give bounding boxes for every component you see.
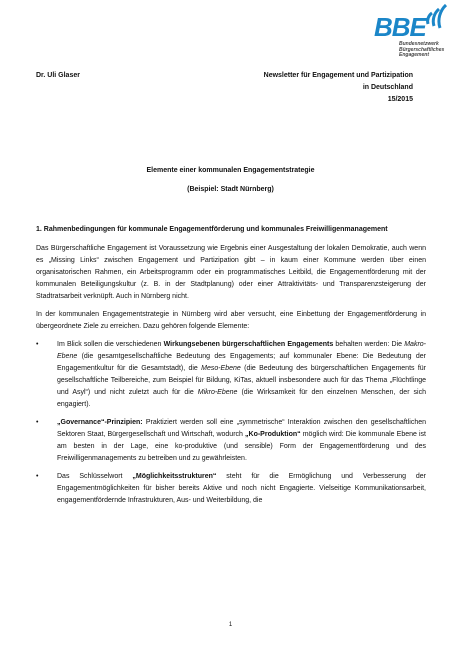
bullet-list bbox=[36, 339, 426, 507]
bold-text: Wirkungsebenen bürgerschaftlichen Engagements bbox=[163, 341, 334, 348]
bullet-item bbox=[36, 339, 426, 411]
text-run: (die Bedeutung des bürgerschaftlichen Engagements für gesellschaftliche Teilbereiche, zum Beispiel für Bildung, KiTas, aktuell insbesondere auch für das Thema „Flüchtlinge und Asyl“) und nicht zuletzt auch für die bbox=[57, 365, 426, 396]
newsletter-header bbox=[264, 70, 413, 106]
text-run: (die Wirksamkeit für den einzelnen Menschen, der sich engagiert). bbox=[57, 389, 426, 408]
paragraph-2: In der kommunalen Engagementstrategie in Nürnberg wird aber versucht, eine Einbettung der Engagementförderung in übergeordnete Ziele zu erreichen. Dazu gehören folgende Elemente: bbox=[36, 311, 426, 330]
section-heading: 1. Rahmenbedingungen für kommunale Engagementförderung und kommunales Freiwilligenmanagement bbox=[36, 226, 388, 233]
newsletter-title-line1: Newsletter für Engagement und Partizipation bbox=[263, 72, 413, 79]
logo-sub-line: Engagement bbox=[399, 52, 430, 58]
italic-text: Makro-Ebene bbox=[57, 341, 426, 360]
newsletter-title-line2: in Deutschland bbox=[362, 84, 413, 91]
bullet-text bbox=[57, 419, 426, 462]
paragraph-1: Das Bürgerschaftliche Engagement ist Voraussetzung wie Ergebnis einer Ausgestaltung der lokalen Demokratie, auch wenn es „Missing Links“ zwischen Engagement und Partizipation gibt – in kaum einer Kommune werden über einen organisatorischen Rahmen, ein Arbeitsprogramm oder ein programmatisches Leitbild, die Engagementförderung mit der kommunalen Beteiligungskultur (z. B. in der Stadtplanung) oder einer Attraktivitäts- und Transparenzsteigerung der Stadtratsarbeit verknüpft. Auch in Nürnberg nicht. bbox=[36, 245, 426, 300]
text-run: Das Schlüsselwort bbox=[57, 473, 133, 480]
document-subtitle: (Beispiel: Stadt Nürnberg) bbox=[187, 186, 274, 193]
text-run: steht für die Ermöglichung und Verbesserung der Engagementmöglichkeiten für bisher bereits Aktive und noch nicht Engagierte. Vielseitige Kommunikationsarbeit, engagementfördernde Infrastrukturen, Aus- und Weiterbildung, die bbox=[57, 473, 427, 504]
italic-text: Mikro-Ebene bbox=[197, 389, 238, 396]
bullet-item bbox=[36, 471, 426, 507]
text-run: (die gesamtgesellschaftliche Bedeutung des Engagements; auf kommunaler Ebene: Die Bedeutung der Engagementkultur für die Gesamtstadt), die bbox=[57, 353, 426, 372]
logo-subtitle bbox=[399, 42, 444, 59]
logo-sub-line: Bürgerschaftliches bbox=[399, 46, 445, 53]
issue-number: 15/2015 bbox=[387, 96, 413, 103]
bullet-text bbox=[57, 341, 426, 408]
bold-text: „Ko-Produktion“ bbox=[245, 431, 301, 438]
page-number: 1 bbox=[228, 622, 233, 628]
text-run: möglich wird: Die kommunale Ebene ist am besten in der Lage, eine ko-produktive (und sensible) Form der Engagementförderung und des Freiwilligenmanagements zu betreiben und zu gewährleisten. bbox=[57, 431, 426, 462]
bold-text: „Governance“-Prinzipien: bbox=[57, 419, 143, 426]
bullet-text bbox=[57, 473, 426, 504]
document-body bbox=[36, 224, 426, 507]
bullet-icon: • bbox=[36, 341, 39, 348]
author-name: Dr. Uli Glaser bbox=[36, 72, 80, 79]
logo-sub-line: Bundesnetzwerk bbox=[399, 41, 439, 47]
bullet-icon: • bbox=[36, 473, 39, 480]
text-run: Praktiziert werden soll eine „symmetrische“ Interaktion zwischen den gesellschaftlichen Sektoren Staat, Bürgergesellschaft und Wirtschaft, wodurch bbox=[57, 419, 426, 438]
bullet-item bbox=[36, 417, 426, 465]
bbe-logo bbox=[372, 4, 452, 66]
bold-text: „Möglichkeitsstrukturen“ bbox=[132, 473, 217, 480]
text-run: behalten werden: Die bbox=[333, 341, 405, 348]
text-run: Im Blick sollen die verschiedenen bbox=[57, 341, 164, 348]
italic-text: Meso-Ebene bbox=[201, 365, 241, 372]
document-title: Elemente einer kommunalen Engagementstrategie bbox=[146, 167, 315, 174]
bullet-icon: • bbox=[36, 419, 39, 426]
logo-mark: BBE bbox=[374, 12, 426, 42]
